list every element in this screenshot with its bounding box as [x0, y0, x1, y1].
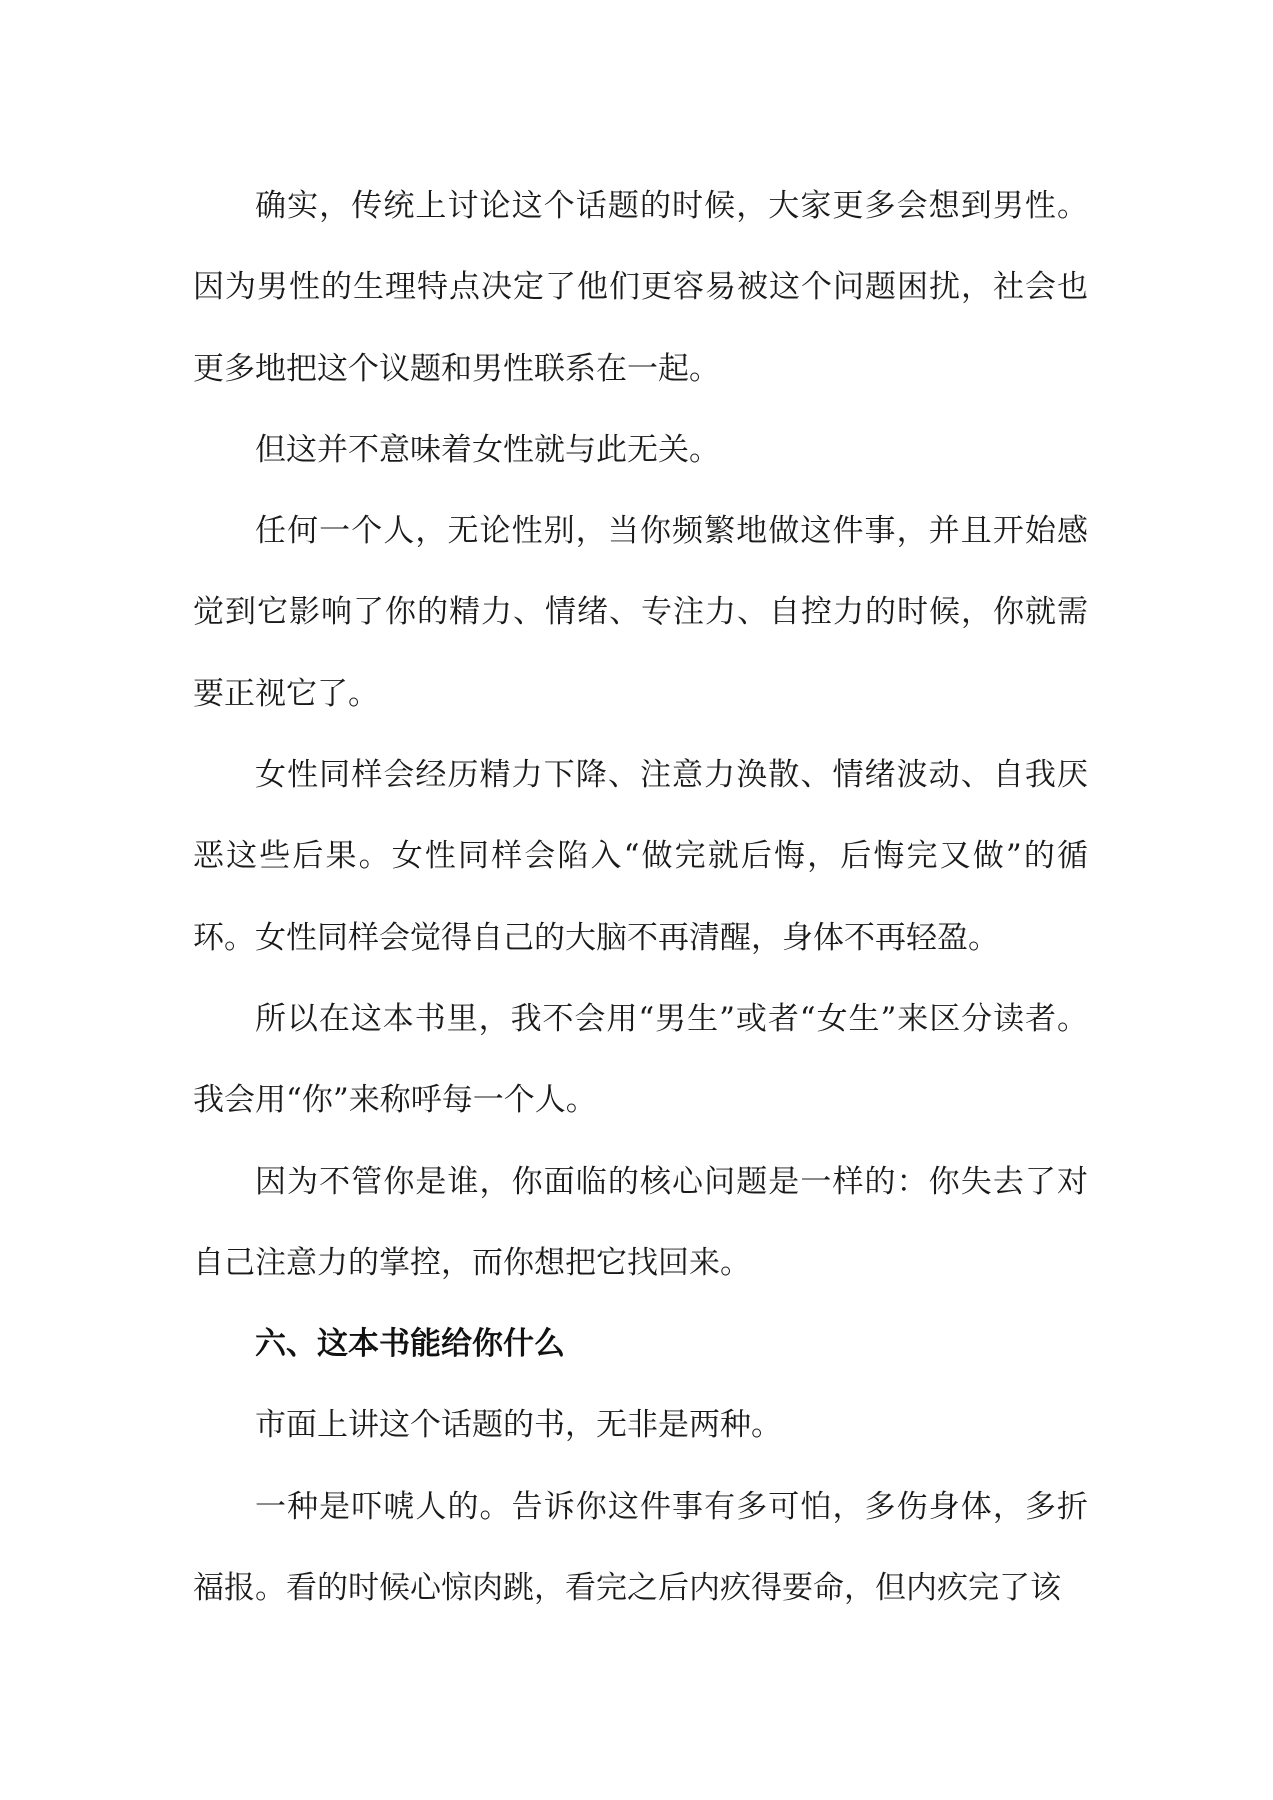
body-text [193, 166, 1088, 1629]
paragraph: 市面上讲这个话题的书，无非是两种。 [255, 1407, 782, 1444]
paragraph: 任何一个人，无论性别，当你频繁地做这件事，并且开始感觉到它影响了你的精力、情绪、专注力、自控力的时候，你就需要正视它了。 [193, 513, 1088, 712]
paragraph: 所以在这本书里，我不会用“男生”或者“女生”来区分读者。我会用“你”来称呼每一个人。 [193, 1000, 1088, 1119]
paragraph: 一种是吓唬人的。告诉你这件事有多可怕，多伤身体，多折福报。看的时候心惊肉跳，看完之后内疚得要命，但内疚完了该 [193, 1488, 1088, 1607]
paragraph: 确实，传统上讨论这个话题的时候，大家更多会想到男性。因为男性的生理特点决定了他们更容易被这个问题困扰，社会也更多地把这个议题和男性联系在一起。 [193, 188, 1088, 387]
paragraph: 因为不管你是谁，你面临的核心问题是一样的：你失去了对自己注意力的掌控，而你想把它找回来。 [193, 1163, 1088, 1281]
section-heading: 六、这本书能给你什么 [255, 1326, 565, 1363]
paragraph: 但这并不意味着女性就与此无关。 [255, 431, 720, 468]
paragraph: 女性同样会经历精力下降、注意力涣散、情绪波动、自我厌恶这些后果。女性同样会陷入“做完就后悔，后悔完又做”的循环。女性同样会觉得自己的大脑不再清醒，身体不再轻盈。 [193, 757, 1088, 956]
